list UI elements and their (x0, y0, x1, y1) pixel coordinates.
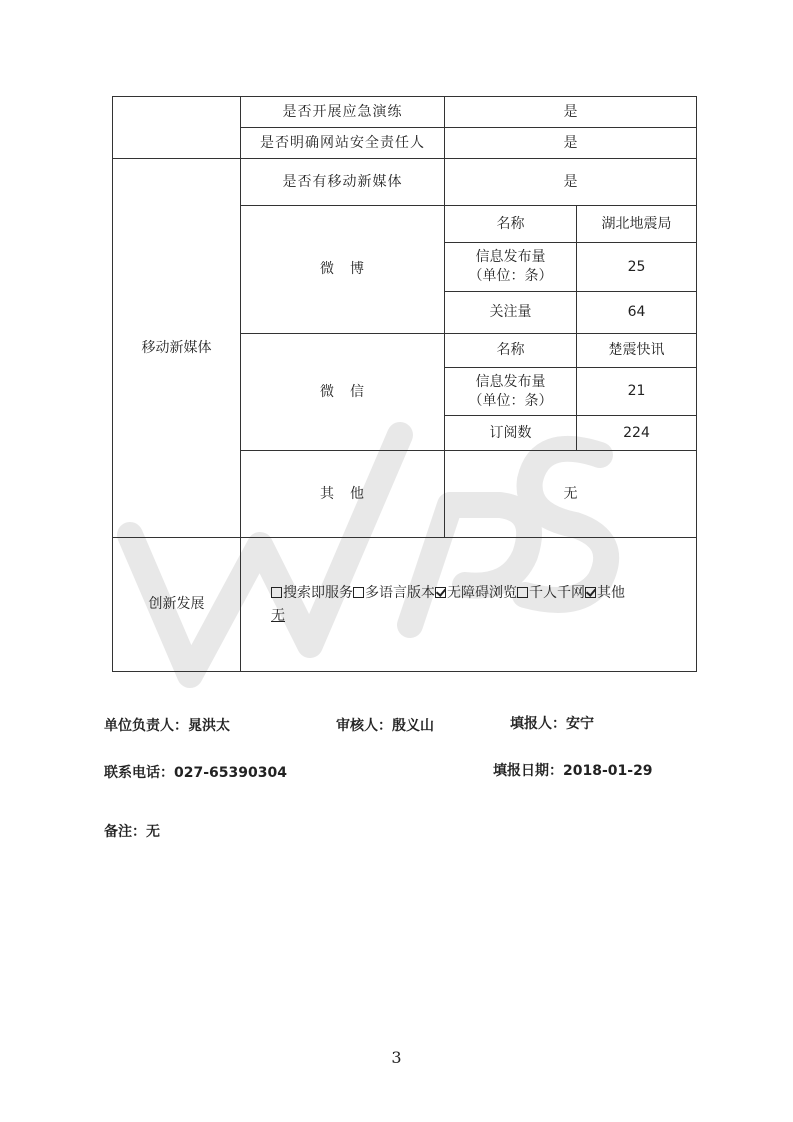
row-emergency-drill (113, 97, 697, 128)
row-innovation (113, 538, 697, 672)
innovation-other-value-row (271, 607, 690, 626)
checkbox-checked-icon[interactable] (585, 587, 596, 598)
posts-label-line1: 信息发布量 (475, 373, 546, 390)
checkbox-icon[interactable] (353, 587, 364, 598)
innovation-options (271, 584, 690, 603)
innovation-label: 创新发展 (113, 538, 241, 672)
option-search-service[interactable]: 搜索即服务 (271, 585, 353, 601)
reviewer: 审核人：殷义山 (336, 718, 434, 734)
emergency-drill-value: 是 (445, 97, 697, 128)
security-owner-value: 是 (445, 128, 697, 159)
section-cell-empty (113, 97, 241, 159)
row-has-new-media (113, 159, 697, 206)
security-owner-label: 是否明确网站安全责任人 (241, 128, 445, 159)
option-personalized[interactable]: 千人千网 (517, 585, 585, 601)
remark: 备注：无 (104, 824, 160, 840)
unit-head: 单位负责人：晁洪太 (104, 718, 230, 734)
fill-date: 填报日期：2018-01-29 (493, 763, 653, 779)
media-report-table (112, 96, 697, 672)
emergency-drill-label: 是否开展应急演练 (241, 97, 445, 128)
innovation-options-cell (241, 538, 697, 672)
option-other[interactable]: 其他 (585, 585, 625, 601)
wechat-name-label: 名称 (445, 334, 577, 368)
wechat-posts-label (445, 368, 577, 416)
wechat-posts-value: 21 (577, 368, 697, 416)
wechat-subscribers-value: 224 (577, 416, 697, 451)
wechat-subscribers-label: 订阅数 (445, 416, 577, 451)
weibo-posts-value: 25 (577, 243, 697, 292)
weibo-followers-label: 关注量 (445, 292, 577, 334)
option-accessibility[interactable]: 无障碍浏览 (435, 585, 517, 601)
weibo-followers-value: 64 (577, 292, 697, 334)
option-multilingual[interactable]: 多语言版本 (353, 585, 435, 601)
has-new-media-value: 是 (445, 159, 697, 206)
weibo-label: 微 博 (241, 206, 445, 334)
checkbox-icon[interactable] (271, 587, 282, 598)
contact-phone: 联系电话：027-65390304 (104, 765, 287, 781)
wechat-name-value: 楚震快讯 (577, 334, 697, 368)
other-value: 无 (445, 451, 697, 538)
checkbox-checked-icon[interactable] (435, 587, 446, 598)
posts-label-line2: （单位：条） (468, 268, 553, 284)
new-media-section-label: 移动新媒体 (113, 159, 241, 538)
innovation-other-value: 无 (271, 607, 285, 624)
posts-label-line2: （单位：条） (468, 392, 553, 409)
weibo-posts-label (445, 243, 577, 292)
weibo-name-label: 名称 (445, 206, 577, 243)
page-number: 3 (391, 1048, 402, 1067)
has-new-media-label: 是否有移动新媒体 (241, 159, 445, 206)
other-label: 其 他 (241, 451, 445, 538)
weibo-name-value: 湖北地震局 (577, 206, 697, 243)
checkbox-icon[interactable] (517, 587, 528, 598)
posts-label-line1: 信息发布量 (475, 249, 546, 266)
wechat-label: 微 信 (241, 334, 445, 451)
filler: 填报人：安宁 (510, 716, 594, 732)
